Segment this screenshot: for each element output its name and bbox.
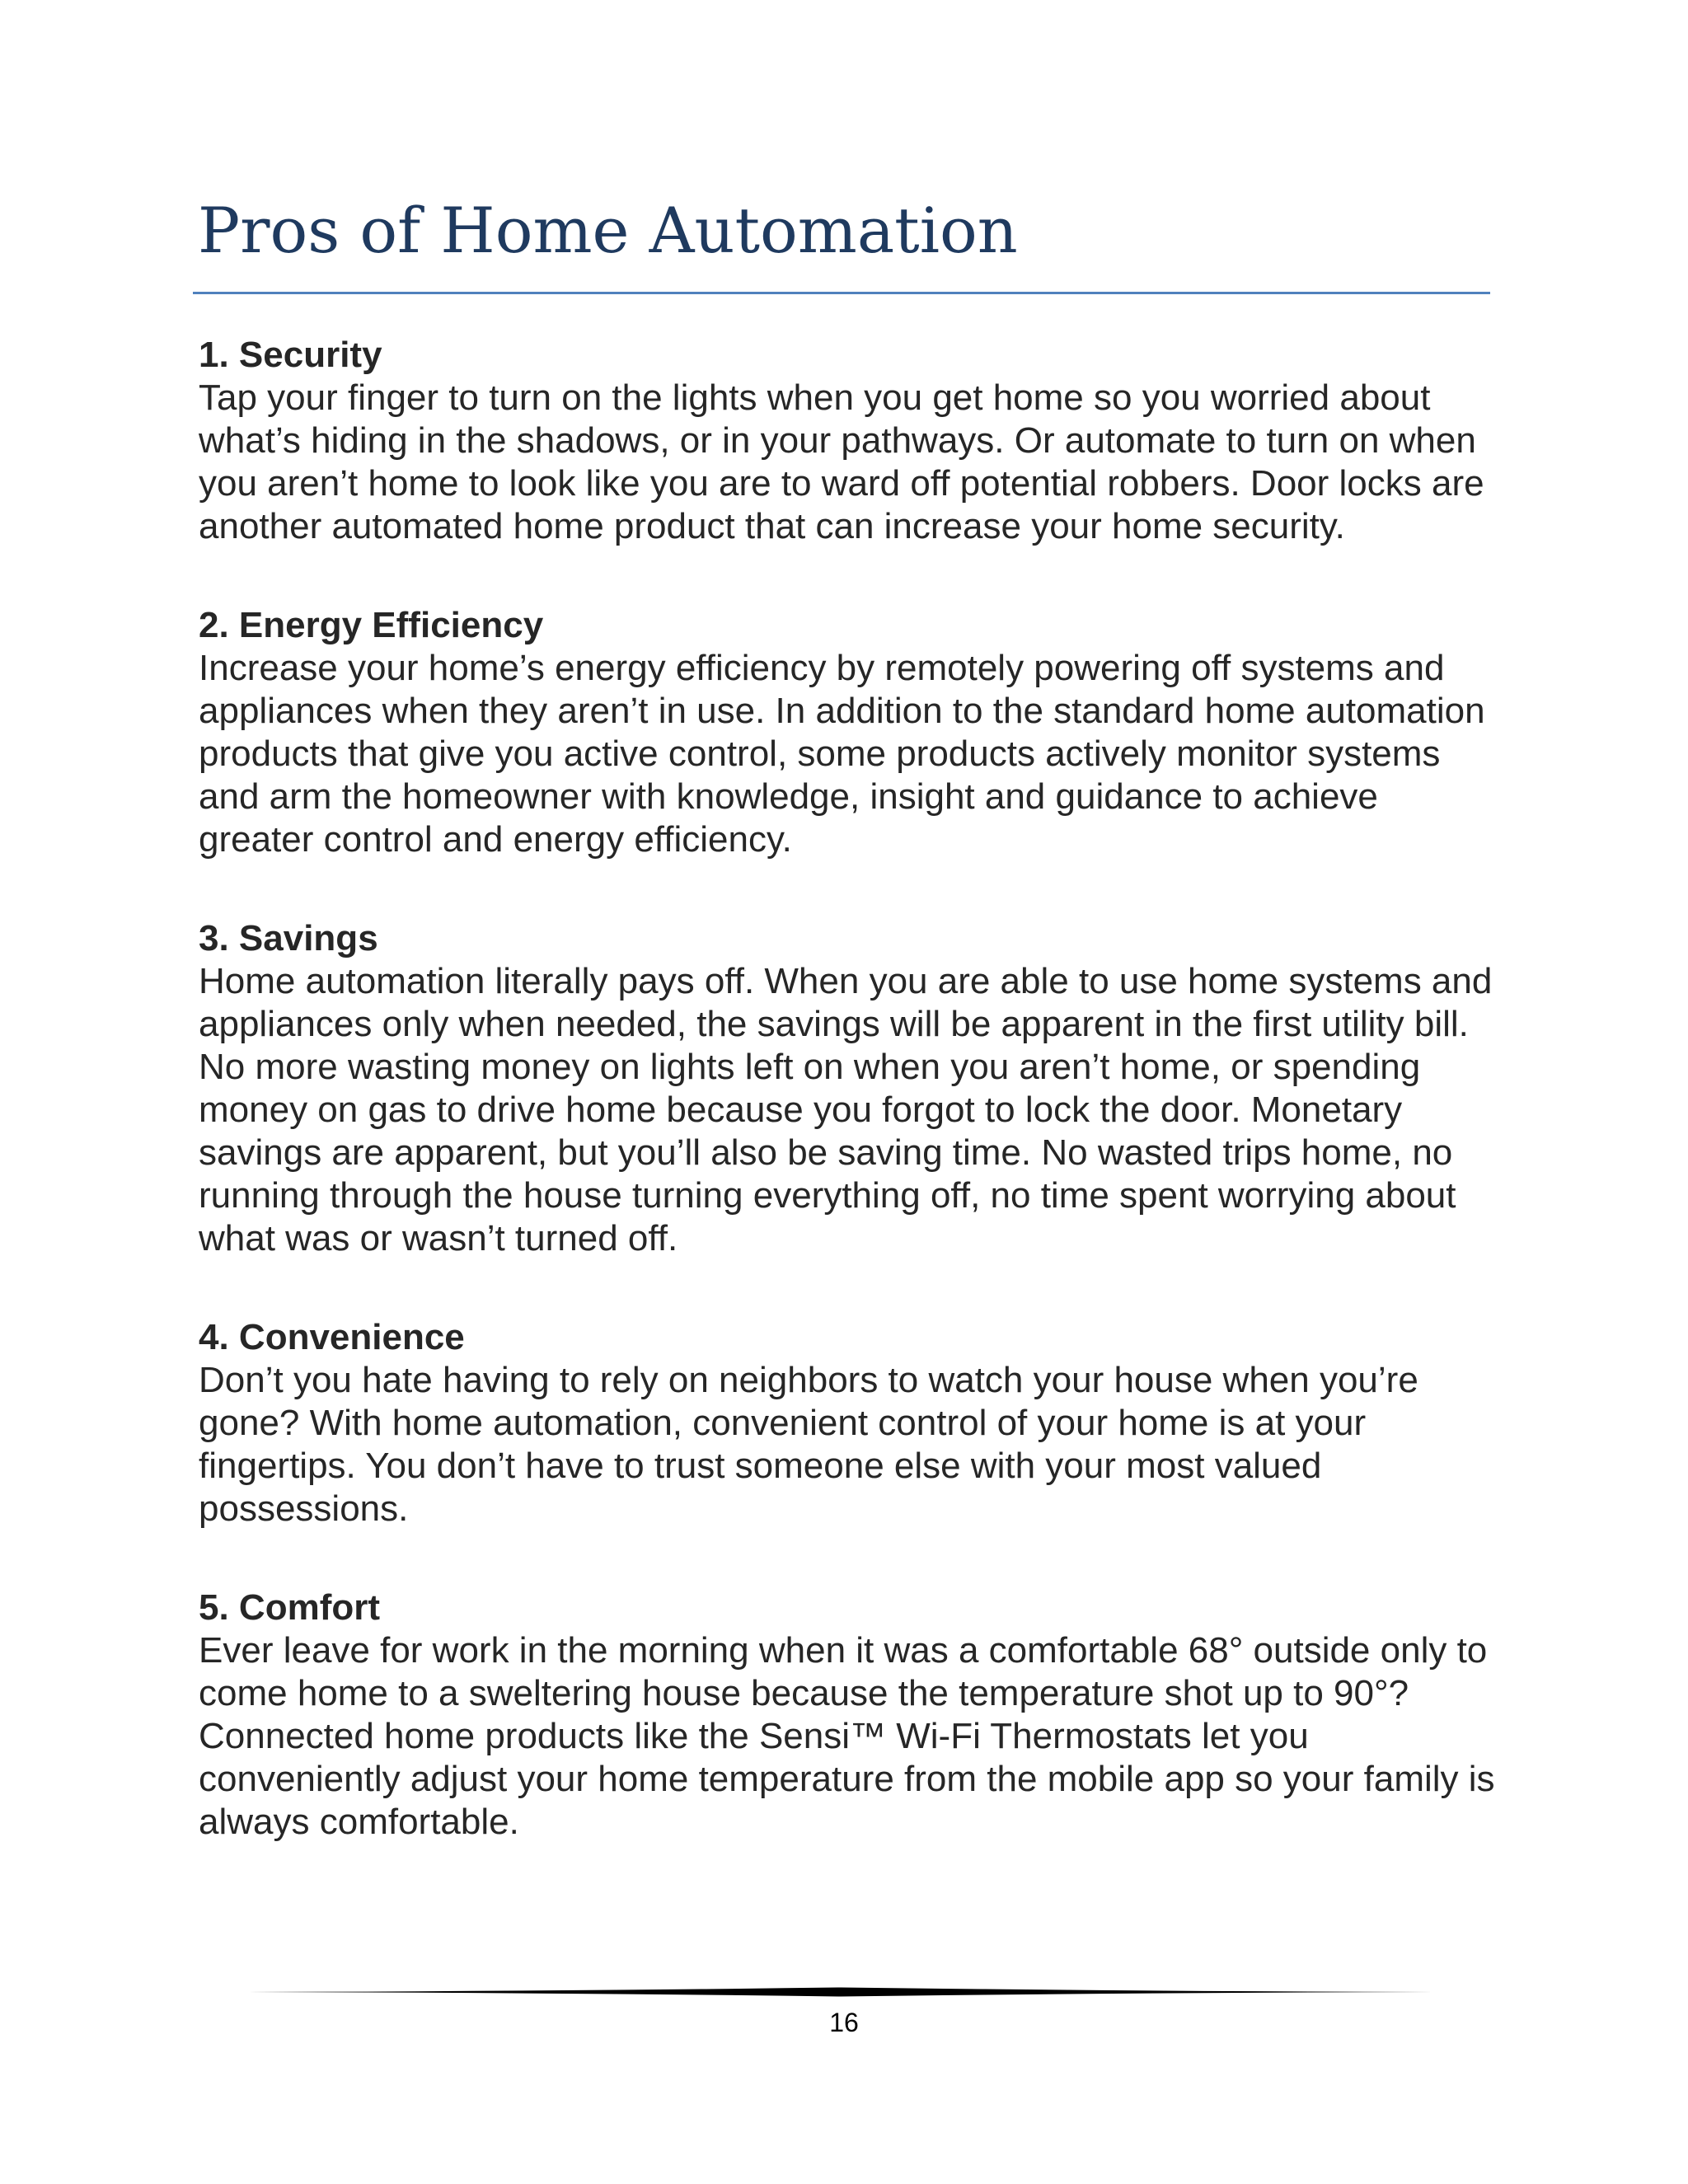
section-body: Don’t you hate having to rely on neighbors to watch your house when you’re gone? With home automation, convenient control of your home is at your fingertips. You don’t have to trust someone else with your most valued possessions. xyxy=(199,1360,1418,1529)
section-convenience xyxy=(199,1316,1501,1530)
section-body: Increase your home’s energy efficiency by remotely powering off systems and appliances when they aren’t in use. In addition to the standard home automation products that give you active control, some products actively monitor systems and arm the homeowner with knowledge, insight and guidance to achieve greater control and energy efficiency. xyxy=(199,648,1485,860)
section-heading: 4. Convenience xyxy=(199,1317,465,1357)
footer-divider xyxy=(247,1986,1434,1998)
page-number: 16 xyxy=(829,2008,859,2037)
page-title: Pros of Home Automation xyxy=(198,194,1018,267)
section-heading: 3. Savings xyxy=(199,918,378,958)
section-security xyxy=(199,334,1501,548)
section-comfort xyxy=(199,1586,1501,1844)
section-energy-efficiency xyxy=(199,604,1501,861)
section-body: Ever leave for work in the morning when it was a comfortable 68° outside only to come home to a sweltering house because the temperature shot up to 90°? Connected home products like the Sensi™ Wi-Fi Thermostats let you conveniently adjust your home temperature from the mobile app so your family is always comfortable. xyxy=(199,1630,1495,1842)
section-body: Home automation literally pays off. When you are able to use home systems and appliances only when needed, the savings will be apparent in the first utility bill. No more wasting money on lights left on when you aren’t home, or spending money on gas to drive home because you forgot to lock the door. Monetary savings are apparent, but you’ll also be saving time. No wasted trips home, no running through the house turning everything off, no time spent worrying about what was or wasn’t turned off. xyxy=(199,961,1493,1258)
title-underline xyxy=(193,292,1490,294)
section-heading: 1. Security xyxy=(199,335,382,375)
main-content xyxy=(199,334,1501,1900)
section-heading: 5. Comfort xyxy=(199,1587,380,1628)
section-heading: 2. Energy Efficiency xyxy=(199,605,544,645)
section-savings xyxy=(199,917,1501,1260)
section-body: Tap your finger to turn on the lights when you get home so you worried about what’s hiding in the shadows, or in your pathways. Or automate to turn on when you aren’t home to look like you are to ward off potential robbers. Door locks are another automated home product that can increase your home security. xyxy=(199,377,1484,546)
